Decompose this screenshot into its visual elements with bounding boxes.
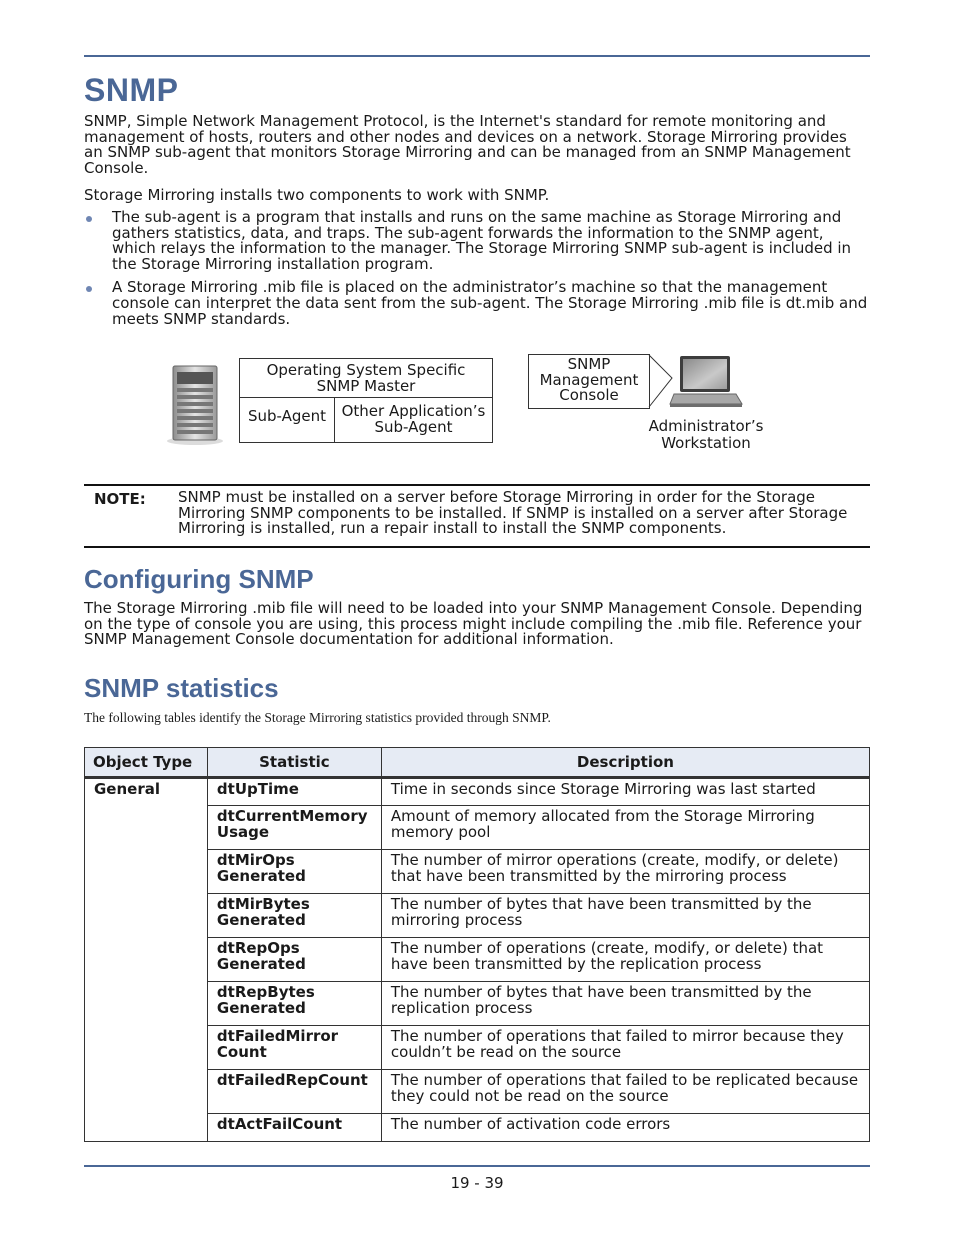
list-item [84, 280, 870, 327]
note-box [84, 484, 870, 548]
description-cell: The number of bytes that have been transmitted by the mirroring process [381, 894, 869, 938]
bullet-icon [86, 216, 92, 222]
other-sub-agent-box [334, 397, 493, 443]
bullet-icon [86, 286, 92, 292]
description-cell: Amount of memory allocated from the Storage Mirroring memory pool [381, 806, 869, 850]
statistic-cell: dtActFailCount [207, 1114, 381, 1142]
description-cell: The number of activation code errors [381, 1114, 869, 1142]
description-cell: The number of operations (create, modify, or delete) that have been transmitted by the replication process [381, 938, 869, 982]
note-label: NOTE: [94, 490, 146, 508]
statistics-section [84, 672, 870, 726]
column-header-statistic: Statistic [207, 748, 381, 778]
configuring-heading: Configuring SNMP [84, 564, 314, 594]
main-content [84, 70, 870, 335]
header-rule [84, 55, 870, 57]
column-header-description: Description [381, 748, 869, 778]
console-box [528, 354, 650, 409]
description-cell: Time in seconds since Storage Mirroring was last started [381, 778, 869, 806]
sub-agent-label: Sub-Agent [247, 407, 327, 425]
laptop-icon [668, 354, 744, 408]
statistic-cell: dtRepBytes Generated [207, 982, 381, 1026]
other-sub-agent-label: Other Application’s Sub-Agent [341, 402, 486, 436]
os-snmp-master-label: Operating System Specific SNMP Master [266, 361, 466, 395]
os-snmp-master-box [239, 358, 493, 398]
statistic-cell: dtCurrentMemory Usage [207, 806, 381, 850]
page-number: 19 - 39 [450, 1174, 504, 1192]
configuring-section [84, 563, 870, 648]
table-row [85, 778, 870, 806]
description-cell: The number of mirror operations (create, modify, or delete) that have been transmitted by the mirroring process [381, 850, 869, 894]
workstation-label: Administrator’s Workstation [648, 417, 764, 452]
statistic-cell: dtUpTime [207, 778, 381, 806]
footer-rule [84, 1165, 870, 1167]
statistics-intro: The following tables identify the Storage Mirroring statistics provided through SNMP. [84, 710, 551, 725]
server-icon [165, 364, 225, 446]
statistics-table [84, 747, 870, 1142]
list-item [84, 207, 870, 273]
configuring-text: The Storage Mirroring .mib file will need to be loaded into your SNMP Management Console. Depending on the type of console you are using, this process might include compiling the .mib file. Reference your SNMP Management Console documentation for additional information. [84, 599, 863, 649]
statistic-cell: dtFailedMirror Count [207, 1026, 381, 1070]
statistics-heading: SNMP statistics [84, 673, 279, 703]
description-cell: The number of bytes that have been transmitted by the replication process [381, 982, 869, 1026]
intro-paragraph: SNMP, Simple Network Management Protocol, is the Internet's standard for remote monitoring and management of hosts, routers and other nodes and devices on a network. Storage Mirroring provides an SNMP sub-agent that monitors Storage Mirroring and can be managed from an SNMP Management Console. [84, 112, 851, 177]
statistic-cell: dtRepOps Generated [207, 938, 381, 982]
callout-pointer [648, 354, 674, 409]
description-cell: The number of operations that failed to be replicated because they could not be read on the source [381, 1070, 869, 1114]
components-intro: Storage Mirroring installs two components to work with SNMP. [84, 186, 550, 205]
column-header-object-type: Object Type [85, 748, 208, 778]
table-header-row [85, 748, 870, 778]
console-label: SNMP Management Console [539, 355, 639, 405]
statistic-cell: dtFailedRepCount [207, 1070, 381, 1114]
list-item-text: A Storage Mirroring .mib file is placed on the administrator’s machine so that the management console can interpret the data sent from the sub-agent. The Storage Mirroring .mib file is dt.mib and meets SNMP standards. [112, 278, 868, 328]
statistic-cell: dtMirOps Generated [207, 850, 381, 894]
sub-agent-box [239, 397, 335, 443]
list-item-text: The sub-agent is a program that installs and runs on the same machine as Storage Mirroring and gathers statistics, data, and traps. The sub-agent forwards the information to the SNMP agent, which relays the information to the manager. The Storage Mirroring SNMP sub-agent is included in the Storage Mirroring installation program. [112, 207, 852, 273]
object-type-cell: General [85, 778, 208, 1142]
description-cell: The number of operations that failed to mirror because they couldn’t be read on the source [381, 1026, 869, 1070]
page-title: SNMP [84, 72, 179, 108]
note-text: SNMP must be installed on a server before Storage Mirroring in order for the Storage Mirroring SNMP components to be installed. If SNMP is installed on a server after Storage Mirroring is installed, run a repair install to install the SNMP components. [178, 488, 848, 538]
component-list [84, 207, 870, 328]
statistic-cell: dtMirBytes Generated [207, 894, 381, 938]
